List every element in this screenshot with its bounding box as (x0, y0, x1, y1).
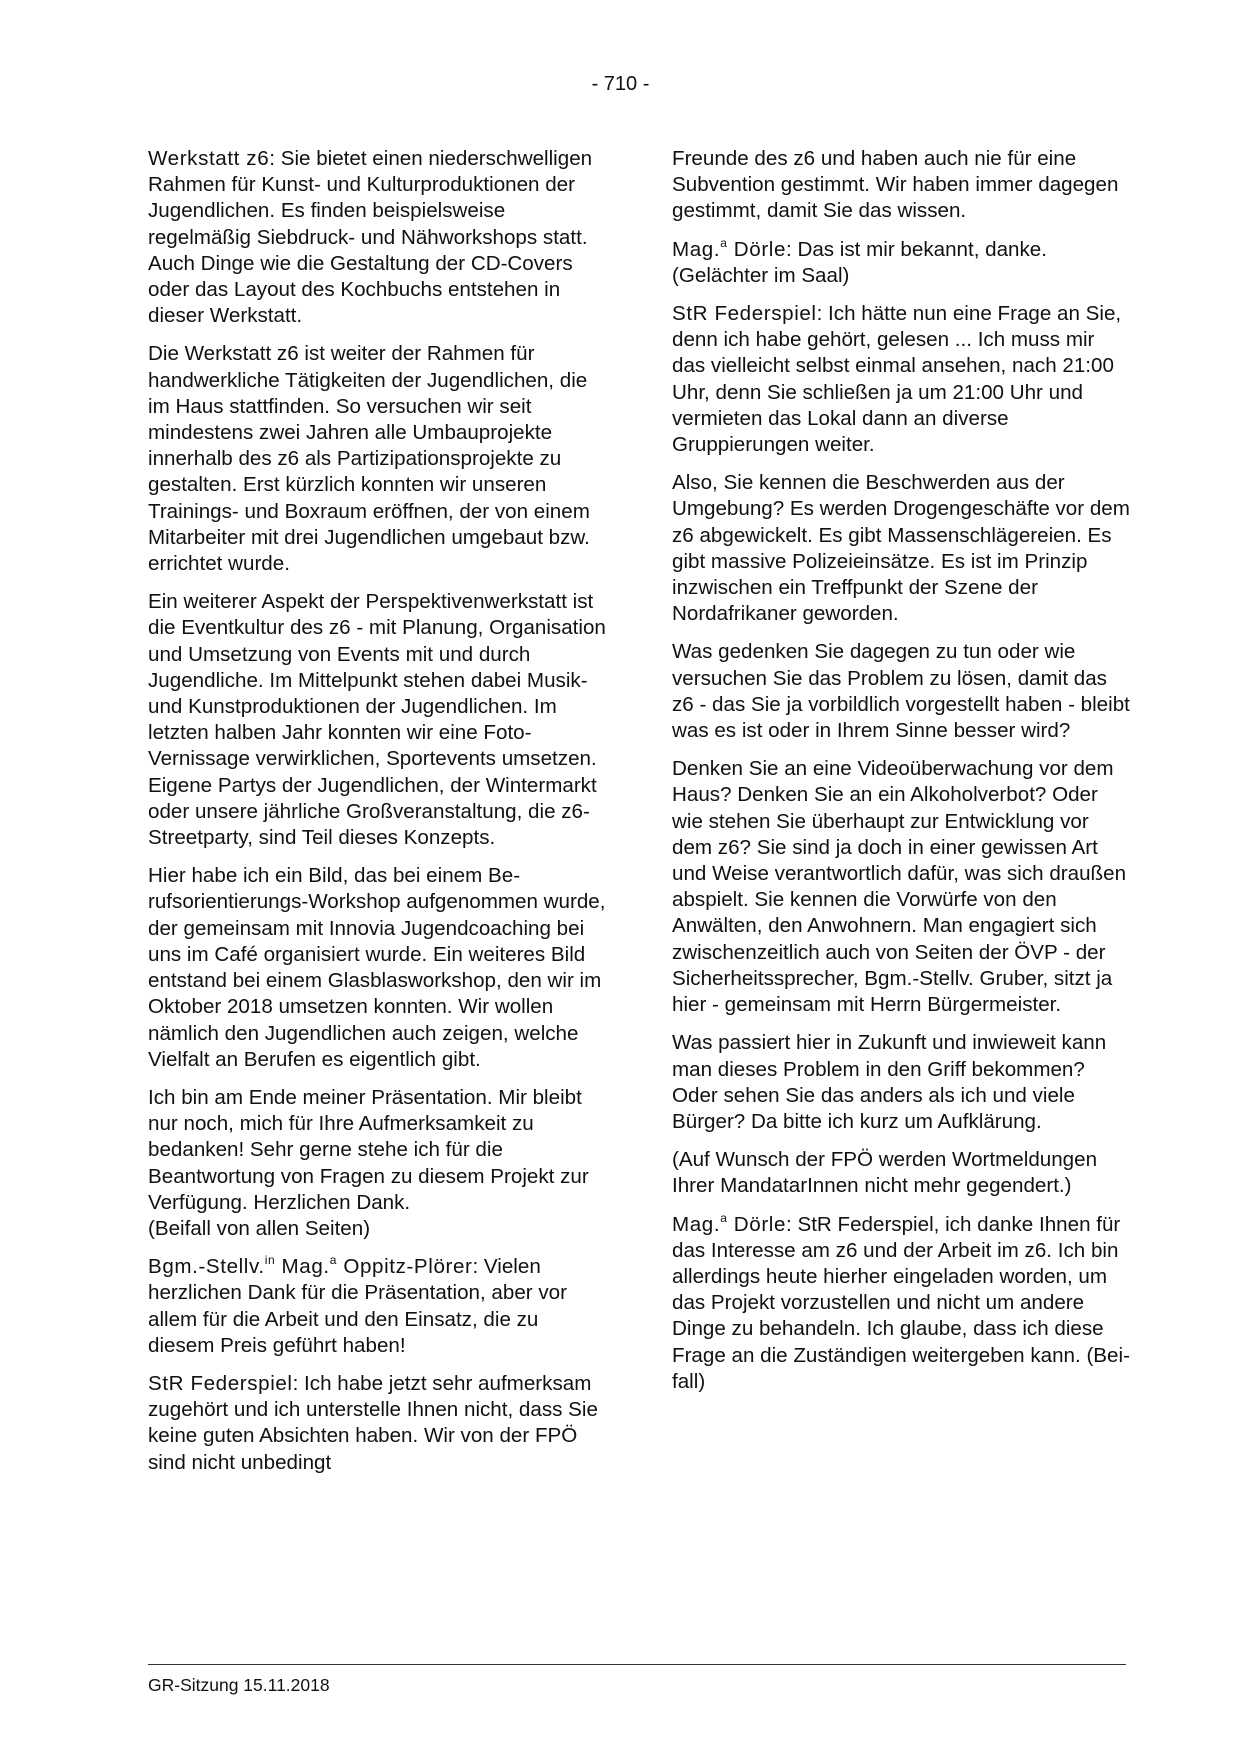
footer-session-date: GR-Sitzung 15.11.2018 (148, 1675, 330, 1695)
paragraph-text: : Sie bietet einen niederschwelligen Rahmen für Kunst- und Kulturproduktionen der Jugendlichen. Es finden beispielsweise regelmäßig Siebdruck- und Nähworkshops statt. Auch Dinge wie die Gestaltung der CD-Covers oder das Layout des Kochbuchs entstehen in dieser Werkstatt. (148, 147, 593, 328)
footer-divider (148, 1664, 1126, 1665)
paragraph: Was passiert hier in Zukunft und inwieweit kann man dieses Problem in den Griff bekommen? Oder sehen Sie das anders als ich und viele Bürger? Da bitte ich kurz um Aufklärung. (672, 1031, 1107, 1133)
right-column (672, 146, 1132, 1407)
paragraph: Denken Sie an eine Videoüberwachung vor dem Haus? Denken Sie an ein Alkoholverbot? Oder wie stehen Sie überhaupt zur Entwicklung vor dem z6? Sie sind ja doch in einer gewissen Art und Weise verantwortlich dafür, was sich draußen abspielt. Sie kennen die Vorwürfe von den Anwälten, den Anwohnern. Man engagiert sich zwischenzeitlich auch von Seiten der ÖVP - der Sicherheitssprecher, Bgm.-Stellv. Gruber, sitzt ja hier - gemeinsam mit Herrn Bürgermeister. (672, 757, 1127, 1017)
page-number: - 710 - (591, 73, 650, 95)
speaker-label: Werkstatt z6 (148, 147, 270, 170)
paragraph-werkstatt (148, 146, 608, 329)
speaker-label: StR Federspiel (148, 1371, 293, 1395)
paragraph-doerle (672, 237, 1132, 263)
paragraph-text: : Das ist mir bekannt, danke. (786, 237, 1047, 261)
paragraph-text: : Ich hätte nun eine Frage an Sie, denn ich habe gehört, gelesen ... Ich muss mir das vielleicht selbst einmal ansehen, nach 21:00 Uhr, denn Sie schließen ja um 21:00 Uhr und vermieten das Lokal dann an diverse Gruppierungen weiter. (672, 302, 1122, 457)
paragraph: Also, Sie kennen die Beschwerden aus der Umgebung? Es werden Drogengeschäfte vor dem z6 abgewickelt. Es gibt Massenschlägereien. Es gibt massive Polizeieinsätze. Es ist im Prinzip inzwischen ein Treffpunkt der Szene der Nordafrikaner geworden. (672, 471, 1130, 626)
paragraph: Freunde des z6 und haben auch nie für eine Subvention gestimmt. Wir haben immer dagegen gestimmt, damit Sie das wissen. (672, 147, 1119, 223)
paragraph-text: : Vielen herzlichen Dank für die Präsentation, aber vor allem für die Arbeit und den Einsatz, die zu diesem Preis geführt haben! (148, 1255, 567, 1357)
paragraph-oppitz-ploerer (148, 1254, 608, 1359)
speaker-label: Mag.$^a$ Dörle (672, 235, 787, 261)
speaker-label: Bgm.-Stellv.$^{in}$ Mag.$^a$ Oppitz-Plörer (148, 1253, 473, 1279)
paragraph-text: : Ich habe jetzt sehr aufmerksam zugehört und ich unterstelle Ihnen nicht, dass Sie keine guten Absichten haben. Wir von der FPÖ sind nicht unbedingt (148, 1371, 598, 1474)
stage-direction: (Beifall von allen Seiten) (148, 1216, 371, 1240)
paragraph: Ein weiterer Aspekt der Perspektivenwerkstatt ist die Eventkultur des z6 - mit Planung, Organisation und Umsetzung von Events mit und durch Jugendliche. Im Mittelpunkt stehen dabei Musik- und Kunstproduktionen der Jugendlichen. Im letzten halben Jahr konnten wir eine Foto-Vernissage verwirklichen, Sportevents umsetzen. Eigene Partys der Jugendlichen, der Wintermarkt oder unsere jährliche Großveranstaltung, die z6-Streetparty, sind Teil dieses Konzepts. (148, 590, 606, 850)
speaker-label: StR Federspiel (672, 302, 817, 326)
stage-direction: (Auf Wunsch der FPÖ werden Wortmeldungen Ihrer MandatarInnen nicht mehr gegendert.) (672, 1148, 1098, 1198)
speaker-label: Mag.$^a$ Dörle (672, 1210, 787, 1236)
paragraph: Ich bin am Ende meiner Präsentation. Mir bleibt nur noch, mich für Ihre Aufmerksamkeit zu bedanken! Sehr gerne stehe ich für die Beantwortung von Fragen zu diesem Projekt zur Verfügung. Herzlichen Dank. (148, 1085, 589, 1214)
stage-direction: (Gelächter im Saal) (672, 263, 850, 287)
paragraph: Hier habe ich ein Bild, das bei einem Berufsorientierungs-Workshop aufgenommen wurde, der gemeinsam mit Innovia Jugendcoaching bei uns im Café organisiert wurde. Ein weiteres Bild entstand bei einem Glasblasworkshop, den wir im Oktober 2018 umsetzen konnten. Wir wollen nämlich den Jugendlichen auch zeigen, welche Vielfalt an Berufen es eigentlich gibt. (148, 864, 606, 1071)
paragraph-federspiel (148, 1371, 608, 1476)
paragraph: Die Werkstatt z6 ist weiter der Rahmen für handwerkliche Tätigkeiten der Jugendlichen, die im Haus stattfinden. So versuchen wir seit mindestens zwei Jahren alle Umbauprojekte innerhalb des z6 als Partizipationsprojekte zu gestalten. Erst kürzlich konnten wir unseren Trainings- und Boxraum eröffnen, der von einem Mitarbeiter mit drei Jugendlichen umgebaut bzw. errichtet wurde. (148, 342, 590, 576)
left-column (148, 146, 608, 1488)
paragraph: Was gedenken Sie dagegen zu tun oder wie versuchen Sie das Problem zu lösen, damit das z6 - das Sie ja vorbildlich vorgestellt haben - bleibt was es ist oder in Ihrem Sinne besser wird? (672, 640, 1130, 743)
paragraph-text: : StR Federspiel, ich danke Ihnen für das Interesse am z6 und der Arbeit im z6. Ich bin allerdings heute hierher eingeladen worden, um das Projekt vorzustellen und nicht um andere Dinge zu behandeln. Ich glaube, dass ich diese Frage an die Zuständigen weitergeben kann. (Beifall) (672, 1212, 1130, 1393)
paragraph-doerle (672, 1212, 1132, 1395)
paragraph-federspiel (672, 301, 1132, 458)
